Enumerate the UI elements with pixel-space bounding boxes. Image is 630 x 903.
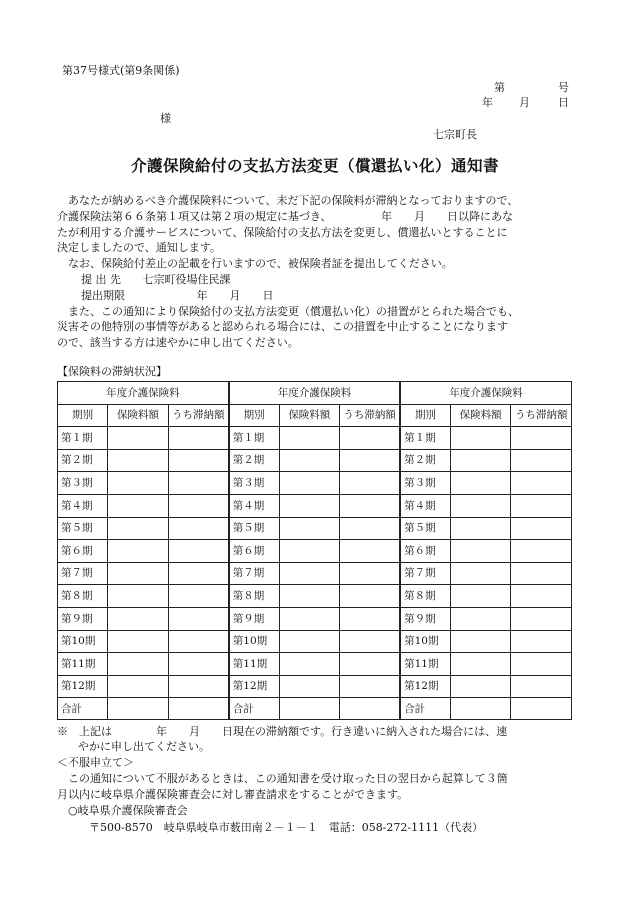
p1-line-1: あなたが納めるべき介護保険料について、未だ下記の保険料が滞納となっておりますので、 bbox=[68, 194, 519, 207]
arrears-amount-cell[interactable] bbox=[340, 472, 401, 495]
arrears-amount-cell[interactable] bbox=[168, 540, 229, 563]
period-label: 第２期 bbox=[229, 449, 279, 472]
p3-line-1: また、この通知により保険給付の支払方法変更（償還払い化）の措置がとられた場合でも、 bbox=[68, 304, 519, 318]
arrears-amount-cell[interactable] bbox=[168, 630, 229, 653]
review-board-address: 〒500-8570 岐阜県岐阜市薮田南２－１－１ 電話：058-272-1111（代表） bbox=[89, 821, 484, 834]
period-label: 第１期 bbox=[58, 427, 108, 450]
arrears-amount-cell[interactable] bbox=[340, 607, 401, 630]
arrears-amount-cell[interactable] bbox=[168, 449, 229, 472]
arrears-amount-cell[interactable] bbox=[511, 449, 572, 472]
p1-line-2: 介護保険法第６６条第１項又は第２項の規定に基づき、 年 月 日以降にあな bbox=[57, 209, 514, 223]
table-row bbox=[58, 517, 572, 540]
period-label: 第４期 bbox=[400, 494, 450, 517]
col-period-header: 期別 bbox=[400, 404, 450, 427]
table-row bbox=[58, 585, 572, 608]
arrears-amount-cell[interactable] bbox=[340, 449, 401, 472]
year-header-3: 年度介護保険料 bbox=[400, 382, 571, 405]
premium-amount-cell[interactable] bbox=[450, 698, 511, 720]
arrears-amount-cell[interactable] bbox=[340, 427, 401, 450]
period-label: 合計 bbox=[229, 698, 279, 720]
submit-to-row bbox=[57, 272, 577, 288]
premium-amount-cell[interactable] bbox=[108, 472, 169, 495]
col-arrears-header: うち滞納額 bbox=[511, 404, 572, 427]
submit-to-label: 提 出 先 bbox=[81, 272, 121, 286]
period-label: 第12期 bbox=[229, 675, 279, 698]
premium-amount-cell[interactable] bbox=[108, 449, 169, 472]
notice-paragraph-3-cont bbox=[57, 319, 577, 351]
period-label: 第８期 bbox=[229, 585, 279, 608]
period-label: 第６期 bbox=[400, 540, 450, 563]
premium-amount-cell[interactable] bbox=[279, 540, 340, 563]
document-number-label: 第 bbox=[494, 81, 505, 94]
premium-amount-cell[interactable] bbox=[279, 675, 340, 698]
arrears-amount-cell[interactable] bbox=[168, 472, 229, 495]
period-label: 第10期 bbox=[58, 630, 108, 653]
document-number-suffix: 号 bbox=[558, 81, 569, 94]
premium-amount-cell[interactable] bbox=[279, 517, 340, 540]
arrears-amount-cell[interactable] bbox=[340, 698, 401, 720]
period-label: 第５期 bbox=[400, 517, 450, 540]
arrears-note-line-1: ※ 上記は 年 月 日現在の滞納額です。行き違いに納入された場合には、速 bbox=[57, 725, 508, 738]
arrears-amount-cell[interactable] bbox=[511, 653, 572, 676]
arrears-amount-cell[interactable] bbox=[168, 494, 229, 517]
arrears-amount-cell[interactable] bbox=[340, 562, 401, 585]
deadline-value: 年 月 日 bbox=[196, 288, 274, 302]
premium-amount-cell[interactable] bbox=[279, 630, 340, 653]
table-row bbox=[58, 449, 572, 472]
premium-amount-cell[interactable] bbox=[279, 427, 340, 450]
col-amount-header: 保険料額 bbox=[279, 404, 340, 427]
premium-amount-cell[interactable] bbox=[108, 517, 169, 540]
period-label: 第３期 bbox=[229, 472, 279, 495]
col-amount-header: 保険料額 bbox=[450, 404, 511, 427]
appeal-heading: ＜不服申立て＞ bbox=[57, 756, 134, 769]
premium-amount-cell[interactable] bbox=[108, 630, 169, 653]
period-label: 第12期 bbox=[58, 675, 108, 698]
premium-amount-cell[interactable] bbox=[279, 494, 340, 517]
period-label: 第11期 bbox=[58, 653, 108, 676]
premium-amount-cell[interactable] bbox=[108, 698, 169, 720]
year-header-2: 年度介護保険料 bbox=[229, 382, 400, 405]
review-board-name: ○岐阜県介護保険審査会 bbox=[68, 804, 188, 817]
col-arrears-header: うち滞納額 bbox=[168, 404, 229, 427]
total-row bbox=[58, 698, 572, 720]
period-label: 第10期 bbox=[229, 630, 279, 653]
period-label: 第10期 bbox=[400, 630, 450, 653]
arrears-amount-cell[interactable] bbox=[168, 585, 229, 608]
form-number: 第37号様式(第9条関係) bbox=[62, 64, 180, 77]
arrears-amount-cell[interactable] bbox=[511, 585, 572, 608]
period-label: 第５期 bbox=[58, 517, 108, 540]
table-row bbox=[58, 675, 572, 698]
arrears-amount-cell[interactable] bbox=[168, 427, 229, 450]
arrears-amount-cell[interactable] bbox=[340, 653, 401, 676]
year-header-row bbox=[58, 382, 572, 405]
period-label: 第１期 bbox=[229, 427, 279, 450]
period-label: 第８期 bbox=[400, 585, 450, 608]
arrears-amount-cell[interactable] bbox=[511, 675, 572, 698]
p1-line-3: たが利用する介護サービスについて、保険給付の支払方法を変更し、償還払いとすることに bbox=[57, 225, 508, 239]
arrears-amount-cell[interactable] bbox=[511, 517, 572, 540]
p3-line-2: 災害その他特別の事情等があると認められる場合には、この措置を中止することになります bbox=[57, 320, 508, 334]
year-header-1: 年度介護保険料 bbox=[58, 382, 229, 405]
arrears-amount-cell[interactable] bbox=[511, 472, 572, 495]
premium-amount-cell[interactable] bbox=[279, 472, 340, 495]
premium-amount-cell[interactable] bbox=[279, 449, 340, 472]
period-label: 合計 bbox=[400, 698, 450, 720]
premium-amount-cell[interactable] bbox=[450, 472, 511, 495]
issue-date-month: 月 bbox=[519, 96, 530, 109]
period-label: 第５期 bbox=[229, 517, 279, 540]
addressee-suffix: 様 bbox=[160, 112, 171, 125]
premium-amount-cell[interactable] bbox=[450, 494, 511, 517]
premium-amount-cell[interactable] bbox=[450, 630, 511, 653]
premium-amount-cell[interactable] bbox=[108, 607, 169, 630]
arrears-amount-cell[interactable] bbox=[511, 427, 572, 450]
period-label: 第７期 bbox=[400, 562, 450, 585]
premium-amount-cell[interactable] bbox=[108, 427, 169, 450]
table-row bbox=[58, 607, 572, 630]
arrears-amount-cell[interactable] bbox=[340, 675, 401, 698]
table-row bbox=[58, 472, 572, 495]
arrears-amount-cell[interactable] bbox=[168, 517, 229, 540]
premium-amount-cell[interactable] bbox=[450, 585, 511, 608]
premium-amount-cell[interactable] bbox=[108, 540, 169, 563]
arrears-amount-cell[interactable] bbox=[168, 653, 229, 676]
col-arrears-header: うち滞納額 bbox=[340, 404, 401, 427]
premium-amount-cell[interactable] bbox=[450, 427, 511, 450]
arrears-amount-cell[interactable] bbox=[340, 585, 401, 608]
premium-amount-cell[interactable] bbox=[450, 540, 511, 563]
period-label: 第11期 bbox=[400, 653, 450, 676]
premium-amount-cell[interactable] bbox=[450, 675, 511, 698]
premium-amount-cell[interactable] bbox=[108, 494, 169, 517]
premium-amount-cell[interactable] bbox=[279, 607, 340, 630]
premium-amount-cell[interactable] bbox=[450, 517, 511, 540]
arrears-amount-cell[interactable] bbox=[340, 494, 401, 517]
period-label: 第４期 bbox=[229, 494, 279, 517]
arrears-amount-cell[interactable] bbox=[511, 698, 572, 720]
appeal-text-line-1: この通知について不服があるときは、この通知書を受け取った日の翌日から起算して３箇 bbox=[68, 772, 508, 785]
arrears-amount-cell[interactable] bbox=[168, 562, 229, 585]
period-label: 第２期 bbox=[400, 449, 450, 472]
period-label: 合計 bbox=[58, 698, 108, 720]
premium-amount-cell[interactable] bbox=[279, 562, 340, 585]
arrears-amount-cell[interactable] bbox=[340, 517, 401, 540]
column-header-row bbox=[58, 404, 572, 427]
table-row bbox=[58, 427, 572, 450]
premium-amount-cell[interactable] bbox=[108, 585, 169, 608]
appeal-text-line-2: 月以内に岐阜県介護保険審査会に対し審査請求をすることができます。 bbox=[57, 788, 409, 801]
period-label: 第12期 bbox=[400, 675, 450, 698]
period-label: 第７期 bbox=[229, 562, 279, 585]
period-label: 第４期 bbox=[58, 494, 108, 517]
arrears-amount-cell[interactable] bbox=[511, 540, 572, 563]
deadline-row bbox=[57, 288, 577, 304]
arrears-amount-cell[interactable] bbox=[340, 630, 401, 653]
arrears-table-body bbox=[58, 382, 572, 720]
table-row bbox=[58, 494, 572, 517]
premium-amount-cell[interactable] bbox=[108, 675, 169, 698]
arrears-amount-cell[interactable] bbox=[511, 607, 572, 630]
table-row bbox=[58, 540, 572, 563]
arrears-amount-cell[interactable] bbox=[511, 494, 572, 517]
notice-paragraph-1-cont bbox=[57, 209, 577, 256]
period-label: 第６期 bbox=[229, 540, 279, 563]
period-label: 第９期 bbox=[229, 607, 279, 630]
notice-paragraph-2: なお、保険給付差止の記載を行いますので、被保険者証を提出してください。 bbox=[68, 257, 453, 271]
period-label: 第６期 bbox=[58, 540, 108, 563]
table-row bbox=[58, 630, 572, 653]
col-period-header: 期別 bbox=[58, 404, 108, 427]
period-label: 第８期 bbox=[58, 585, 108, 608]
premium-amount-cell[interactable] bbox=[279, 653, 340, 676]
period-label: 第９期 bbox=[58, 607, 108, 630]
notice-paragraph-3 bbox=[57, 304, 577, 320]
issue-date-year: 年 bbox=[482, 96, 493, 109]
arrears-note-line-2: やかに申し出てください。 bbox=[78, 740, 210, 753]
premium-amount-cell[interactable] bbox=[108, 562, 169, 585]
premium-amount-cell[interactable] bbox=[279, 585, 340, 608]
premium-amount-cell[interactable] bbox=[450, 653, 511, 676]
arrears-amount-cell[interactable] bbox=[340, 540, 401, 563]
premium-amount-cell[interactable] bbox=[279, 698, 340, 720]
period-label: 第３期 bbox=[400, 472, 450, 495]
table-row bbox=[58, 653, 572, 676]
premium-amount-cell[interactable] bbox=[108, 653, 169, 676]
deadline-label: 提出期限 bbox=[81, 288, 125, 302]
issuer-name: 七宗町長 bbox=[433, 128, 477, 141]
premium-amount-cell[interactable] bbox=[450, 607, 511, 630]
premium-amount-cell[interactable] bbox=[450, 562, 511, 585]
premium-amount-cell[interactable] bbox=[450, 449, 511, 472]
document-title: 介護保険給付の支払方法変更（償還払い化）通知書 bbox=[130, 156, 499, 175]
p3-line-3: ので、該当する方は速やかに申し出てください。 bbox=[57, 336, 299, 350]
submit-to-value: 七宗町役場住民課 bbox=[142, 272, 231, 286]
period-label: 第11期 bbox=[229, 653, 279, 676]
period-label: 第３期 bbox=[58, 472, 108, 495]
arrears-amount-cell[interactable] bbox=[511, 630, 572, 653]
arrears-table bbox=[57, 381, 572, 720]
arrears-table-caption: 【保険料の滞納状況】 bbox=[57, 365, 167, 378]
notice-body bbox=[57, 193, 577, 351]
issue-date-day: 日 bbox=[558, 96, 569, 109]
period-label: 第１期 bbox=[400, 427, 450, 450]
arrears-amount-cell[interactable] bbox=[168, 698, 229, 720]
arrears-amount-cell[interactable] bbox=[511, 562, 572, 585]
col-period-header: 期別 bbox=[229, 404, 279, 427]
col-amount-header: 保険料額 bbox=[108, 404, 169, 427]
arrears-amount-cell[interactable] bbox=[168, 675, 229, 698]
arrears-amount-cell[interactable] bbox=[168, 607, 229, 630]
table-row bbox=[58, 562, 572, 585]
period-label: 第２期 bbox=[58, 449, 108, 472]
period-label: 第７期 bbox=[58, 562, 108, 585]
notice-paragraph-1 bbox=[57, 193, 577, 209]
period-label: 第９期 bbox=[400, 607, 450, 630]
p1-line-4: 決定しましたので、通知します。 bbox=[57, 241, 221, 255]
